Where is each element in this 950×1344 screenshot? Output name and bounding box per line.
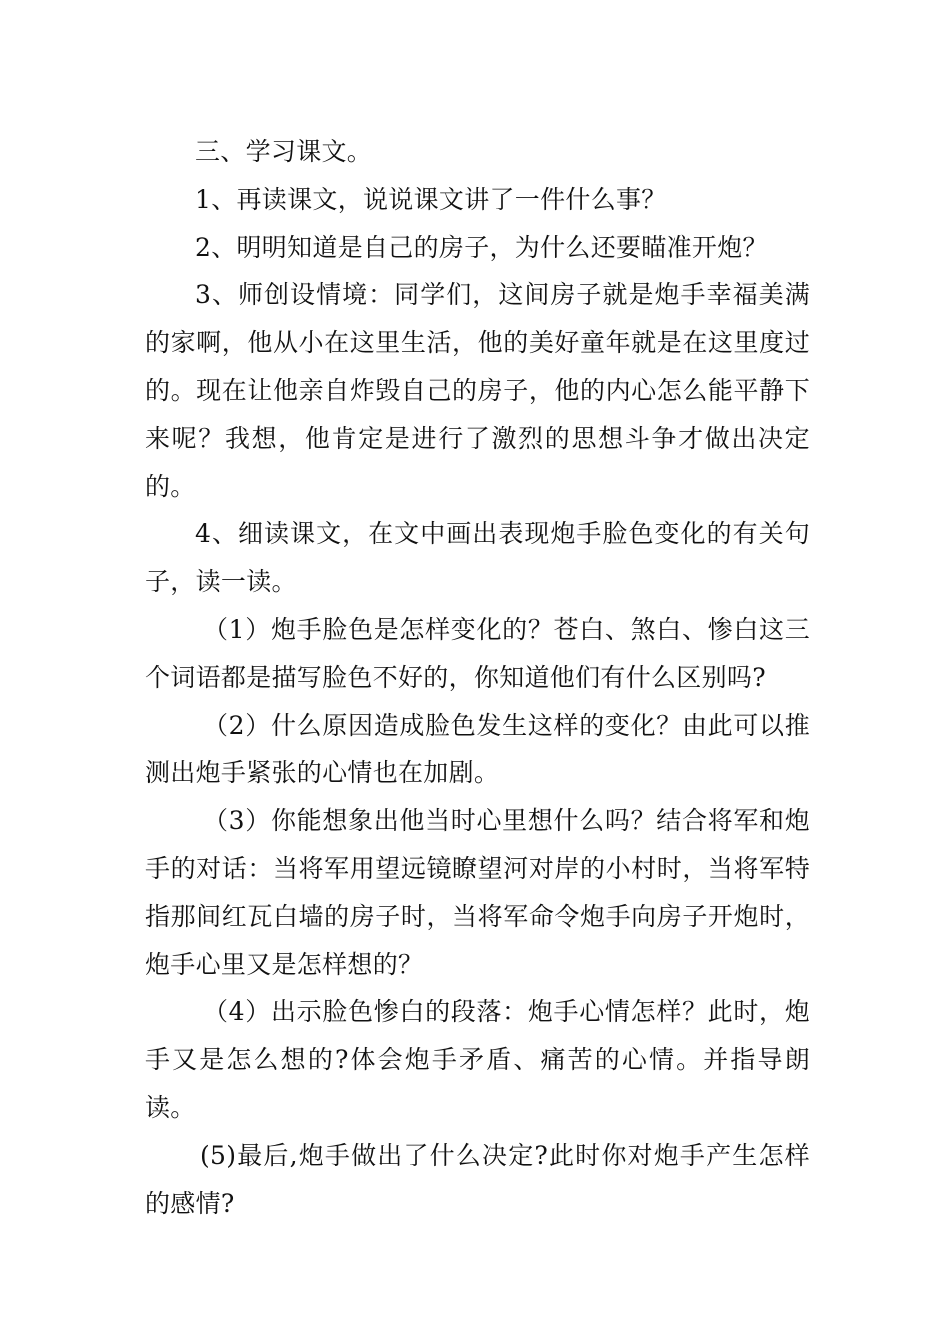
- sub-question-1: （1）炮手脸色是怎样变化的？苍白、煞白、惨白这三个词语都是描写脸色不好的，你知道他们有什么区别吗?: [145, 614, 810, 692]
- question-4: 4、细读课文，在文中画出表现炮手脸色变化的有关句子，读一读。: [145, 519, 810, 597]
- sub-question-5: (5)最后,炮手做出了什么决定?此时你对炮手产生怎样的感情?: [145, 1140, 810, 1218]
- question-1: 1、再读课文，说说课文讲了一件什么事？: [195, 184, 667, 214]
- question-2: 2、明明知道是自己的房子，为什么还要瞄准开炮？: [195, 232, 768, 262]
- section-heading: 三、学习课文。: [195, 137, 373, 166]
- sub-question-2: （2）什么原因造成脸色发生这样的变化？由此可以推测出炮手紧张的心情也在加剧。: [145, 710, 810, 788]
- document-body: [145, 128, 810, 1227]
- question-3: 3、师创设情境：同学们，这间房子就是炮手幸福美满的家啊，他从小在这里生活，他的美好童年就是在这里度过的。现在让他亲自炸毁自己的房子，他的内心怎么能平静下来呢？我想，他肯定是进行了激烈的思想斗争才做出决定的。: [145, 280, 810, 501]
- sub-question-3: （3）你能想象出他当时心里想什么吗？结合将军和炮手的对话：当将军用望远镜瞭望河对岸的小村时，当将军特指那间红瓦白墙的房子时，当将军命令炮手向房子开炮时，炮手心里又是怎样想的？: [145, 806, 810, 979]
- sub-question-4: （4）出示脸色惨白的段落：炮手心情怎样？此时，炮手又是怎么想的?体会炮手矛盾、痛苦的心情。并指导朗读。: [145, 997, 810, 1122]
